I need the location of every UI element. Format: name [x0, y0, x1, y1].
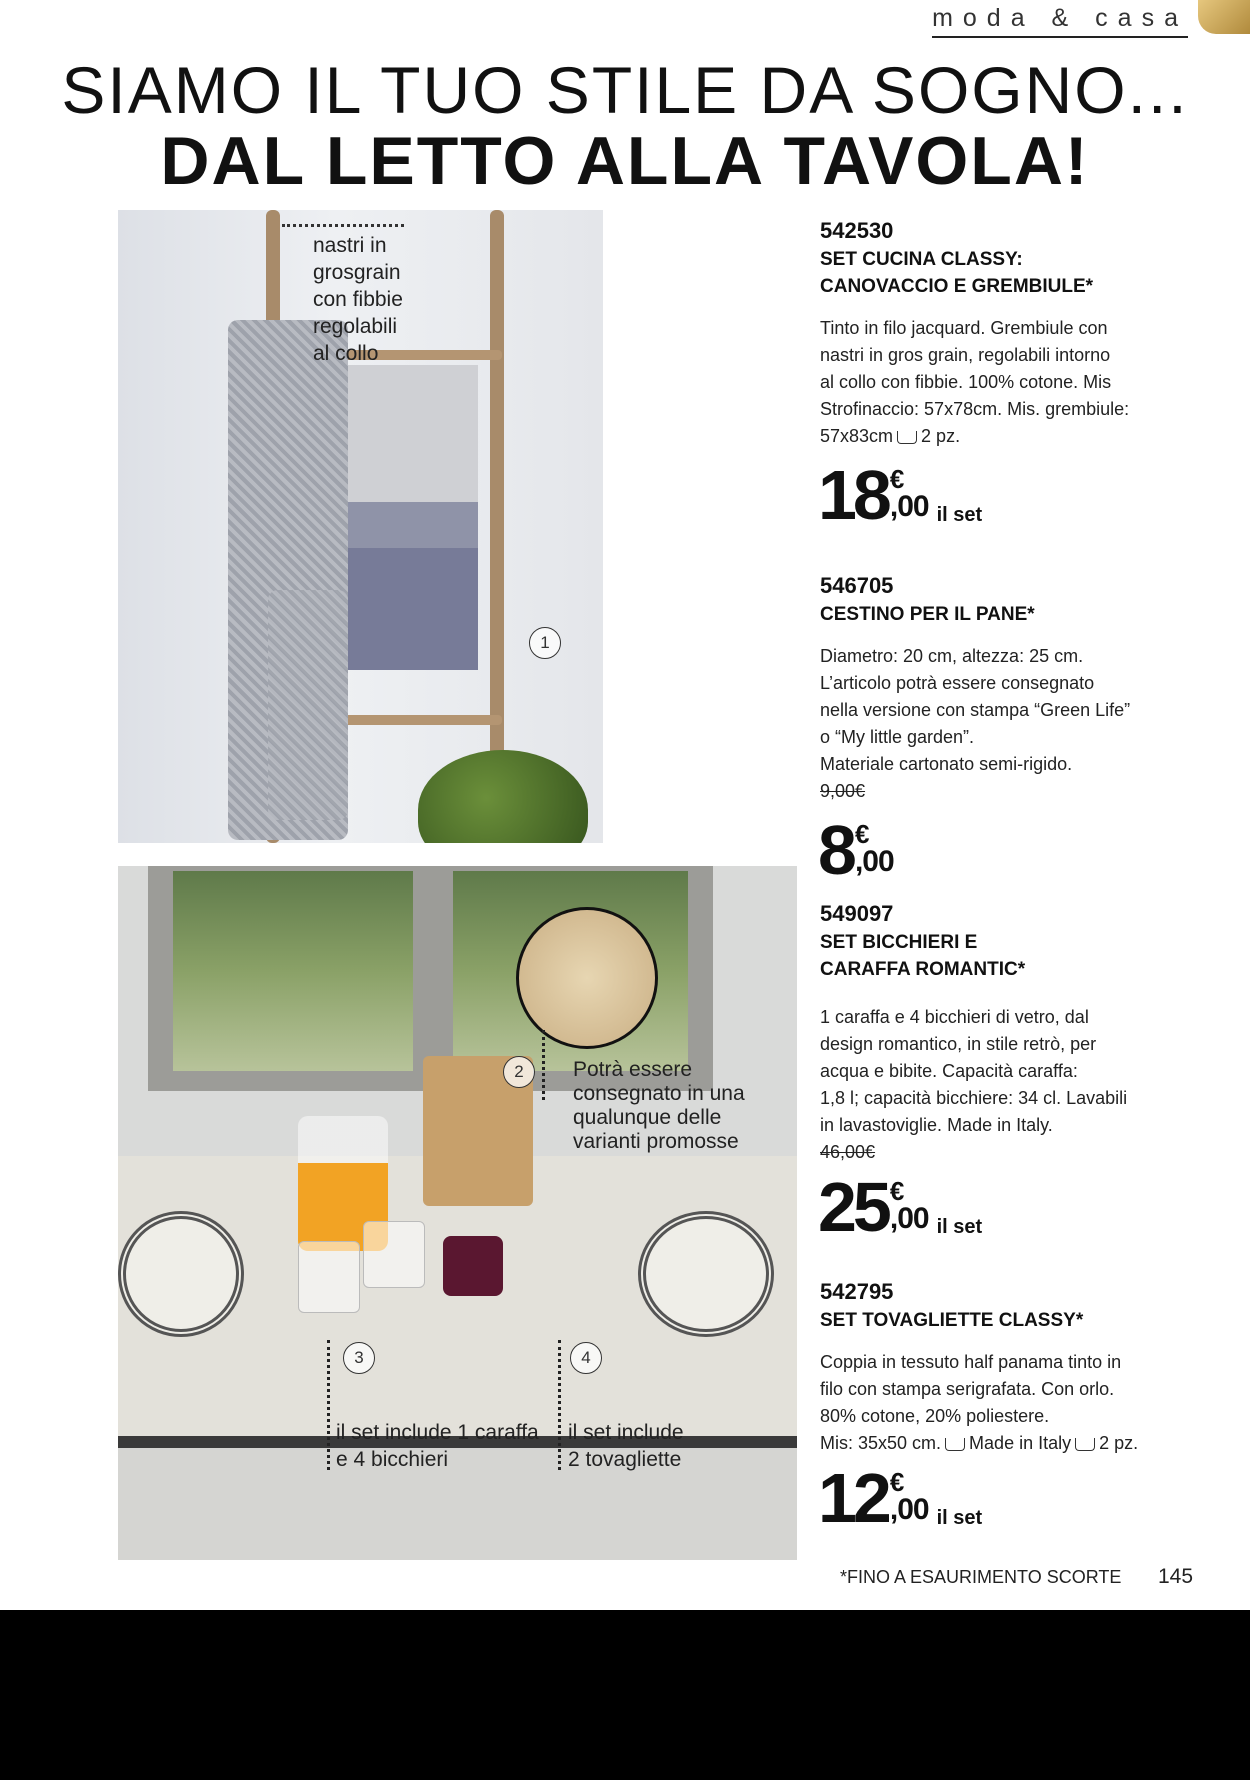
callout-line: il set include 1 caraffa [336, 1421, 539, 1444]
desc-quantity: 2 pz. [921, 426, 961, 446]
callout-deliver-text [573, 1058, 745, 1154]
product-name-line: SET TOVAGLIETTE CLASSY* [820, 1310, 1084, 1331]
desc-line: Materiale cartonato semi-rigido. [820, 754, 1073, 774]
desc-quantity: 2 pz. [1099, 1433, 1139, 1453]
product-description [820, 315, 1220, 450]
desc-line: L’articolo potrà essere consegnato [820, 673, 1095, 693]
badge-4: 4 [570, 1342, 602, 1374]
plate-left [118, 1211, 244, 1337]
desc-line [820, 423, 1220, 450]
product-code: 542795 [820, 1279, 894, 1304]
callout-line: al collo [313, 342, 379, 365]
price-decimals: ,00 [889, 490, 929, 523]
desc-line: 1,8 l; capacità bicchiere: 34 cl. Lavabili [820, 1088, 1128, 1108]
plate-right [638, 1211, 774, 1337]
desc-line: 80% cotone, 20% poliestere. [820, 1406, 1050, 1426]
callout-dotted-line [282, 224, 404, 227]
product-code: 542530 [820, 218, 894, 243]
desc-line: nastri in gros grain, regolabili intorno [820, 345, 1111, 365]
desc-line: filo con stampa serigrafata. Con orlo. [820, 1379, 1115, 1399]
price-unit: il set [936, 1507, 983, 1529]
apron-pocket [268, 590, 348, 820]
price-unit: il set [936, 1216, 983, 1238]
product-name [820, 601, 1035, 628]
product-description [820, 643, 1220, 805]
green-life-variant-inset [516, 907, 658, 1049]
callout-line: consegnato in una [573, 1082, 745, 1105]
price [818, 456, 983, 534]
desc-line: al collo con fibbie. 100% cotone. Mis [820, 372, 1112, 392]
desc-line: acqua e bibite. Capacità caraffa: [820, 1061, 1078, 1081]
price-currency: € [854, 819, 870, 849]
product-name-line: CESTINO PER IL PANE* [820, 604, 1035, 625]
callout-line: qualunque delle [573, 1106, 722, 1129]
product-name [820, 929, 1025, 983]
desc-line: in lavastoviglie. Made in Italy. [820, 1115, 1053, 1135]
jam-jar [443, 1236, 503, 1296]
callout-ribbon-text [313, 232, 403, 367]
callout-line: varianti promosse [573, 1130, 739, 1153]
callout-line: il set include [568, 1421, 684, 1444]
price-integer: 12 [818, 1459, 888, 1537]
badge-2: 2 [503, 1056, 535, 1088]
callout-line: Potrà essere [573, 1058, 693, 1081]
desc-line [820, 1430, 1220, 1457]
desc-line: o “My little garden”. [820, 727, 975, 747]
callout-dotted-line [558, 1340, 561, 1470]
desc-line: Coppia in tessuto half panama tinto in [820, 1352, 1122, 1372]
price-decimals: ,00 [854, 845, 894, 878]
price [818, 1459, 983, 1537]
product-description [820, 1349, 1220, 1457]
headline-line-1: SIAMO IL TUO STILE DA SOGNO... [61, 53, 1189, 127]
price-currency: € [889, 1467, 905, 1497]
callout-glasses-text [336, 1419, 539, 1473]
window-view-left [173, 871, 413, 1071]
badge-1: 1 [529, 627, 561, 659]
callout-line: 2 tovagliette [568, 1448, 682, 1471]
desc-line: Diametro: 20 cm, altezza: 25 cm. [820, 646, 1084, 666]
desc-size: Mis: 35x50 cm. [820, 1433, 942, 1453]
product-name-line: CANOVACCIO E GREMBIULE* [820, 276, 1094, 297]
product-name [820, 246, 1093, 300]
desc-line: 1 caraffa e 4 bicchieri di vetro, dal [820, 1007, 1089, 1027]
gold-corner-tab [1198, 0, 1250, 34]
price-integer: 8 [818, 811, 853, 889]
price [818, 1168, 983, 1246]
desc-line: design romantico, in stile retrò, per [820, 1034, 1097, 1054]
callout-line: e 4 bicchieri [336, 1448, 449, 1471]
price-integer: 18 [818, 456, 888, 534]
callout-line: grosgrain [313, 261, 401, 284]
glass [363, 1221, 425, 1288]
product-code: 546705 [820, 573, 894, 598]
badge-3: 3 [343, 1342, 375, 1374]
price-decimals: ,00 [889, 1202, 929, 1235]
price-currency: € [889, 1176, 905, 1206]
desc-origin: Made in Italy [969, 1433, 1072, 1453]
callout-line: regolabili [313, 315, 398, 338]
price [818, 811, 894, 889]
ladder-pole-right [490, 210, 504, 843]
product-code: 549097 [820, 901, 894, 926]
headline-line-2: DAL LETTO ALLA TAVOLA! [160, 123, 1090, 199]
price-decimals: ,00 [889, 1493, 929, 1526]
price-currency: € [889, 464, 905, 494]
callout-dotted-line [542, 1030, 545, 1100]
callout-dotted-line [327, 1340, 330, 1470]
product-name-line: CARAFFA ROMANTIC* [820, 959, 1026, 980]
wash-basin-icon [945, 1438, 965, 1451]
product-name-line: SET CUCINA CLASSY: [820, 249, 1023, 270]
product-name-line: SET BICCHIERI E [820, 932, 978, 953]
old-price: 46,00€ [820, 1142, 876, 1162]
desc-line: nella versione con stampa “Green Life” [820, 700, 1131, 720]
price-integer: 25 [818, 1168, 888, 1246]
glass [298, 1241, 360, 1313]
price-unit: il set [936, 504, 983, 526]
old-price: 9,00€ [820, 781, 866, 801]
callout-placemats-text [568, 1419, 684, 1473]
bottom-black-bar [0, 1610, 1250, 1780]
footnote: *FINO A ESAURIMENTO SCORTE [840, 1567, 1122, 1587]
callout-line: nastri in [313, 234, 387, 257]
wash-basin-icon [897, 431, 917, 444]
section-label: moda & casa [932, 4, 1188, 38]
desc-line: Strofinaccio: 57x78cm. Mis. grembiule: [820, 399, 1130, 419]
wash-basin-icon [1075, 1438, 1095, 1451]
callout-line: con fibbie [313, 288, 403, 311]
desc-size: 57x83cm [820, 426, 894, 446]
product-name [820, 1307, 1083, 1334]
page-number: 145 [1158, 1565, 1194, 1588]
desc-line: Tinto in filo jacquard. Grembiule con [820, 318, 1108, 338]
product-description [820, 1004, 1220, 1166]
plant-leaves [418, 750, 588, 843]
